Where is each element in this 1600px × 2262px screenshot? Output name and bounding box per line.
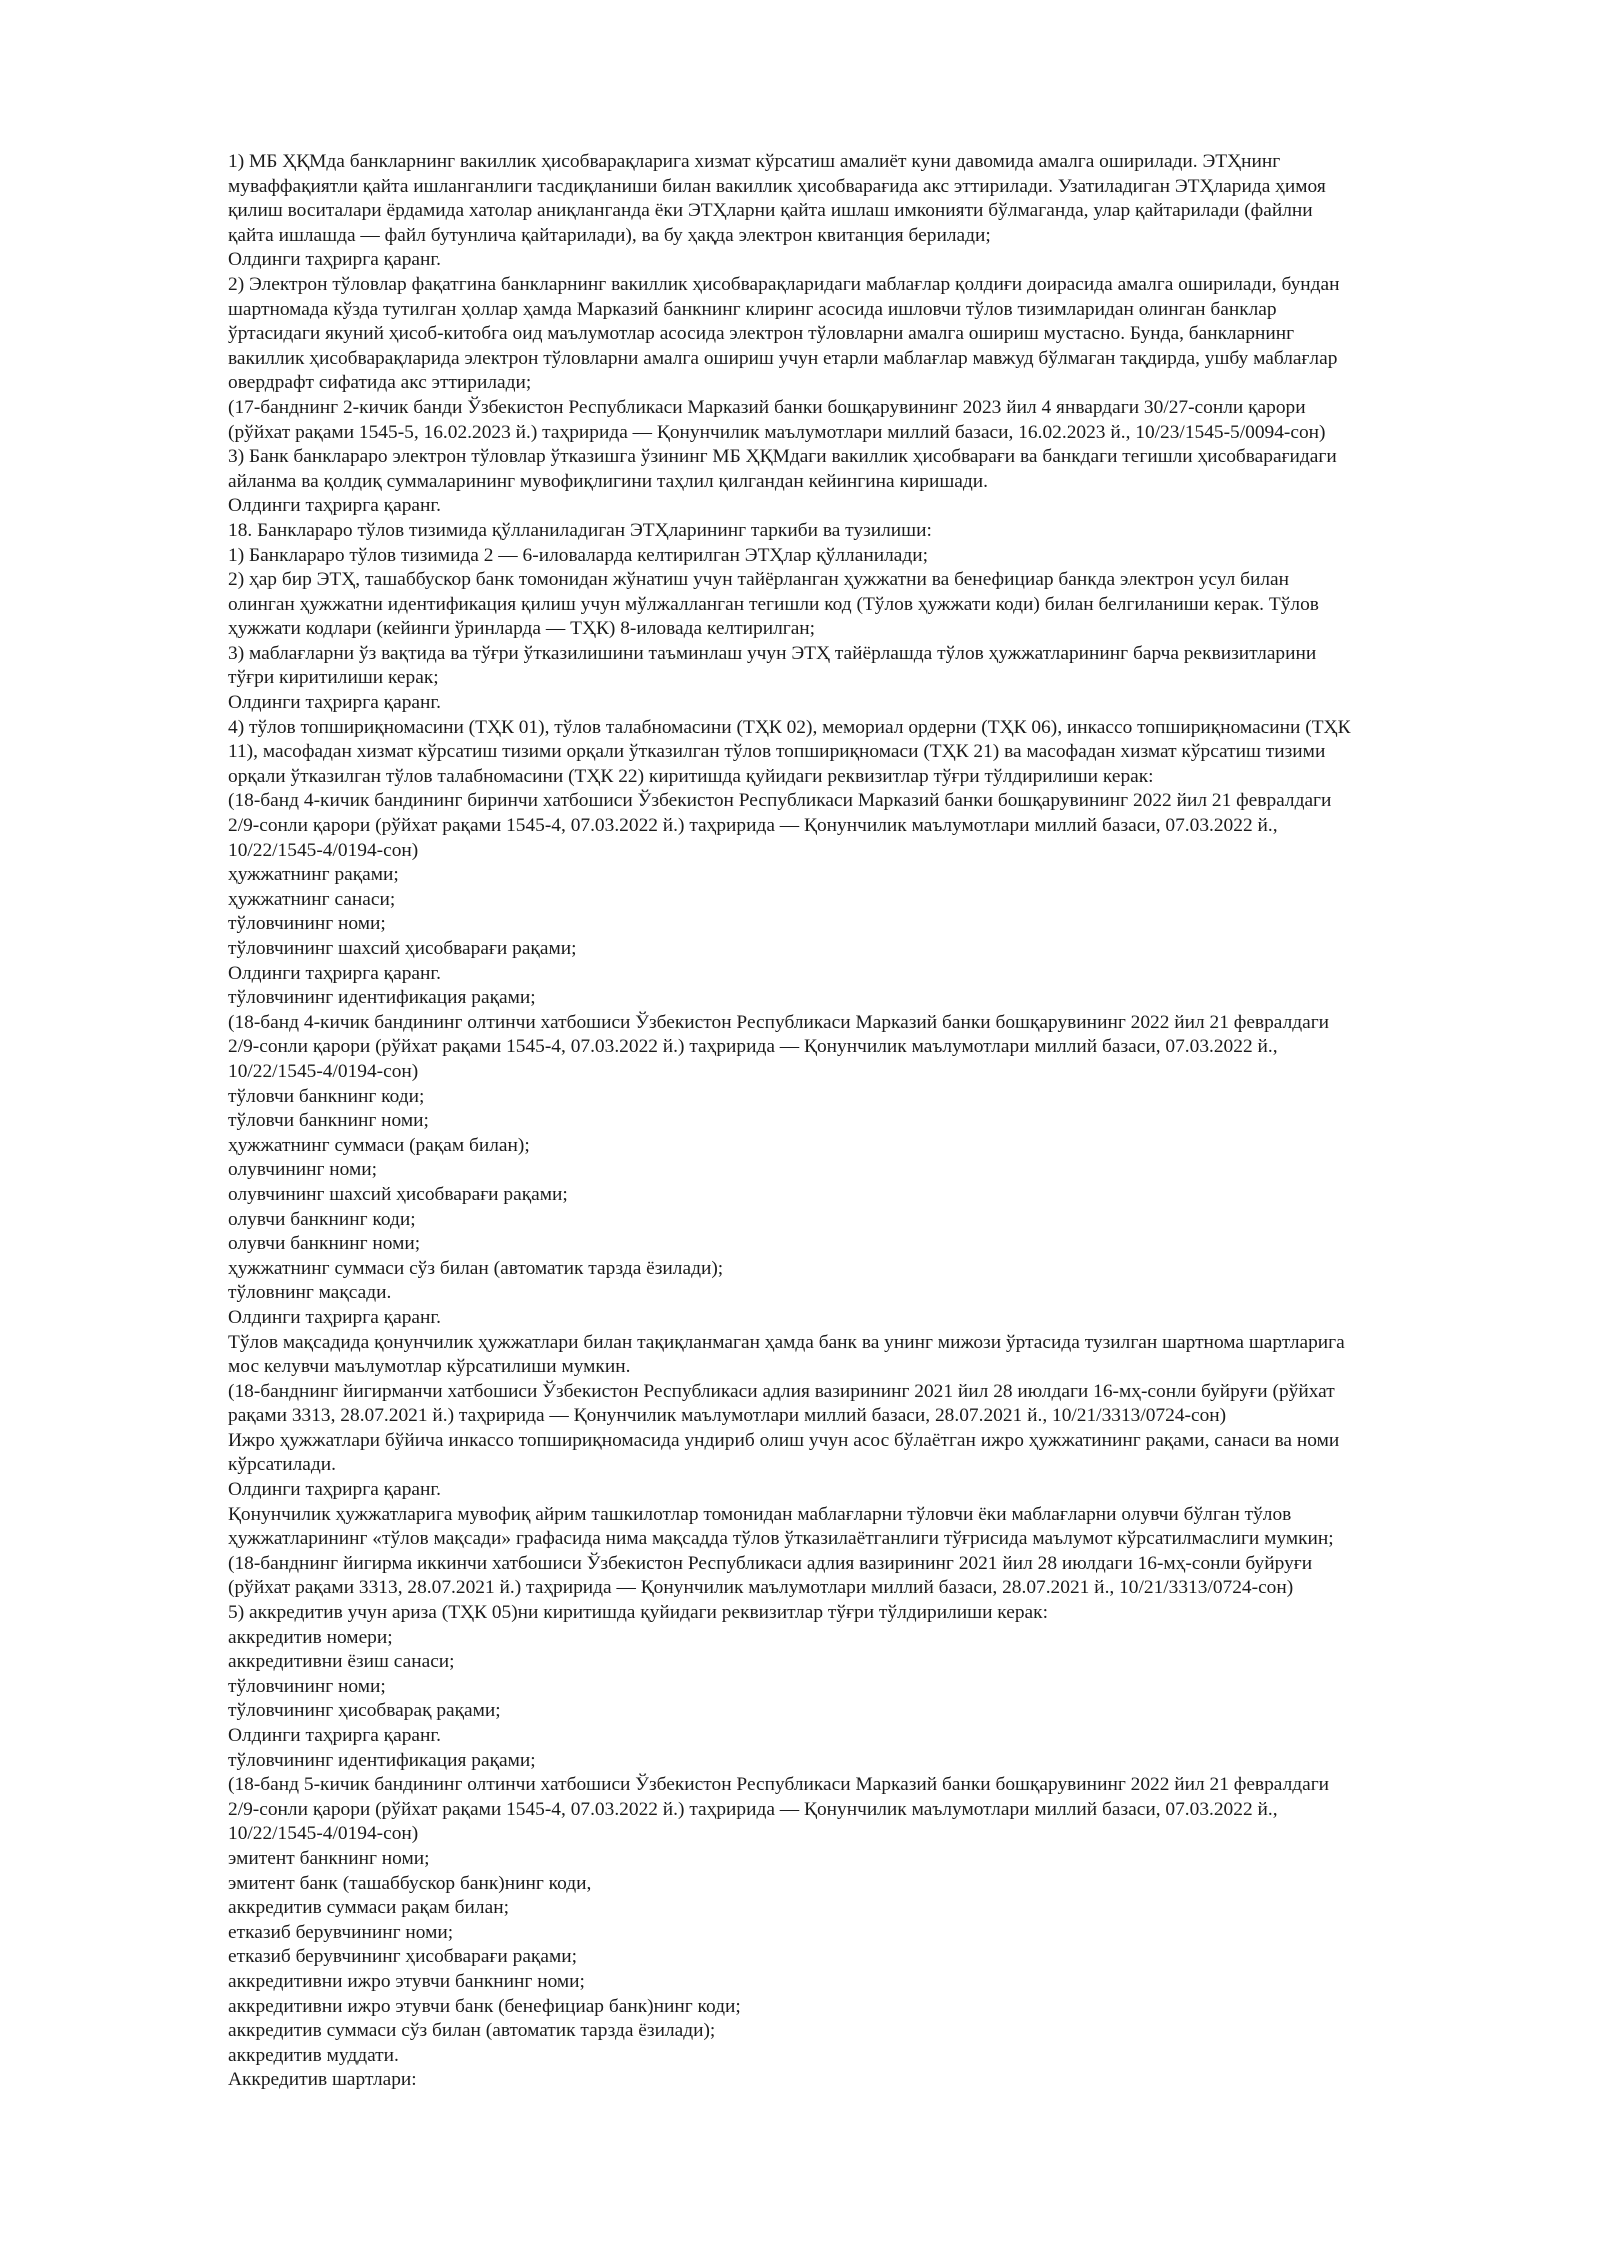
text-line: аккредитив муддати. <box>228 2044 399 2066</box>
text-line: (18-банд 4-кичик бандининг олтинчи хатбошиси Ўзбекистон Республикаси Марказий банки бошқарувининг 2022 йил 21 февралдаги <box>228 1011 1330 1033</box>
text-line: (18-банднинг йигирманчи хатбошиси Ўзбекистон Республикаси адлия вазирининг 2021 йил 28 июлдаги 16-мҳ-сонли буйруғи (рўйхат <box>228 1380 1335 1402</box>
text-line: ҳужжатнинг санаси; <box>228 888 396 910</box>
text-line: етказиб берувчининг ҳисобварағи рақами; <box>228 1946 577 1968</box>
text-line: аккредитив номери; <box>228 1626 393 1648</box>
text-line: олувчининг шахсий ҳисобварағи рақами; <box>228 1183 568 1205</box>
document-body <box>228 150 1480 2093</box>
text-line: тўловчининг идентификация рақами; <box>228 1749 536 1771</box>
text-line: ҳужжатнинг суммаси (рақам билан); <box>228 1134 530 1156</box>
text-line: аккредитивни ижро этувчи банкнинг номи; <box>228 1970 585 1992</box>
text-line: вакиллик ҳисобварақларида электрон тўловларни амалга ошириш учун етарли маблағлар мавжуд бўлмаган тақдирда, ушбу маблағлар <box>228 347 1338 369</box>
text-line: 10/22/1545-4/0194-сон) <box>228 839 419 861</box>
text-line: (17-банднинг 2-кичик банди Ўзбекистон Республикаси Марказий банки бошқарувининг 2023 йил 4 январдаги 30/27-сонли қарори <box>228 396 1306 418</box>
text-line: кўрсатилади. <box>228 1454 336 1476</box>
text-line: Олдинги таҳрирга қаранг. <box>228 1725 441 1746</box>
text-line: муваффақиятли қайта ишланганлиги тасдиқланиши билан вакиллик ҳисобварағида акс эттирилади. Узатиладиган ЭТҲларида ҳимоя <box>228 175 1326 197</box>
text-line: ҳужжатнинг рақами; <box>228 864 399 886</box>
text-line: ўртасидаги якуний ҳисоб-китобга оид маълумотлар асосида электрон тўловларни амалга ошириш мустасно. Бунда, банкларнинг <box>228 323 1295 345</box>
text-line: 2) ҳар бир ЭТҲ, ташаббускор банк томонидан жўнатиш учун тайёрланган ҳужжатни ва бенефициар банкда электрон усул билан <box>228 569 1290 591</box>
text-line: 10/22/1545-4/0194-сон) <box>228 1060 419 1082</box>
text-line: (рўйхат рақами 3313, 28.07.2021 й.) таҳририда — Қонунчилик маълумотлари миллий базаси, 28.07.2021 й., 10/21/3313/0724-сон) <box>228 1577 1294 1599</box>
text-line: (рўйхат рақами 1545-5, 16.02.2023 й.) таҳририда — Қонунчилик маълумотлари миллий базаси, 16.02.2023 й., 10/23/1545-5/0094-сон) <box>228 421 1326 443</box>
text-line: тўловчининг номи; <box>228 913 386 935</box>
text-line: ҳужжатларининг «тўлов мақсади» графасида нима мақсадда тўлов ўтказилаётганлиги тўғрисида маълумот кўрсатилмаслиги мумкин; <box>228 1528 1334 1550</box>
text-line: аккредитивни ёзиш санаси; <box>228 1651 455 1673</box>
text-line: шартномада кўзда тутилган ҳоллар ҳамда Марказий банкнинг клиринг асосида ишловчи тўлов тизимларидан олинган банклар <box>228 298 1277 320</box>
text-line: 1) Банклараро тўлов тизимида 2 — 6-иловаларда келтирилган ЭТҲлар қўлланилади; <box>228 544 928 566</box>
text-line: 4) тўлов топшириқномасини (ТҲК 01), тўлов талабномасини (ТҲК 02), мемориал ордерни (ТҲК 06), инкассо топшириқномасини (ТҲК <box>228 716 1351 738</box>
text-line: 3) Банк банклараро электрон тўловлар ўтказишга ўзининг МБ ҲҚМдаги вакиллик ҳисобварағи ва банкдаги тегишли ҳисобварағидаги <box>228 446 1337 468</box>
text-line: тўловнинг мақсади. <box>228 1282 392 1304</box>
text-line: орқали ўтказилган тўлов талабномасини (ТҲК 22) киритишда қуйидаги реквизитлар тўғри тўлдирилиши керак: <box>228 765 1154 787</box>
text-line: овердрафт сифатида акс эттирилади; <box>228 372 532 394</box>
text-line: Тўлов мақсадида қонунчилик ҳужжатлари билан тақиқланмаган ҳамда банк ва унинг мижози ўртасида тузилган шартнома шартларига <box>228 1331 1345 1353</box>
text-line: тўғри киритилиши керак; <box>228 667 439 689</box>
text-line: тўловчининг номи; <box>228 1675 386 1697</box>
text-line: Олдинги таҳрирга қаранг. <box>228 1479 441 1501</box>
text-line: аккредитивни ижро этувчи банк (бенефициар банк)нинг коди; <box>228 1995 741 2017</box>
text-line: 5) аккредитив учун ариза (ТҲК 05)ни киритишда қуйидаги реквизитлар тўғри тўлдирилиши керак: <box>228 1602 1048 1624</box>
text-line: 10/22/1545-4/0194-сон) <box>228 1823 419 1845</box>
text-line: 2/9-сонли қарори (рўйхат рақами 1545-4, 07.03.2022 й.) таҳририда — Қонунчилик маълумотлари миллий базаси, 07.03.2022 й., <box>228 1036 1278 1058</box>
text-line: рақами 3313, 28.07.2021 й.) таҳририда — Қонунчилик маълумотлари миллий базаси, 28.07.2021 й., 10/21/3313/0724-сон) <box>228 1405 1227 1427</box>
text-line: (18-банднинг йигирма иккинчи хатбошиси Ўзбекистон Республикаси адлия вазирининг 2021 йил 28 июлдаги 16-мҳ-сонли буйруғи <box>228 1552 1313 1574</box>
text-line: Олдинги таҳрирга қаранг. <box>228 1306 441 1328</box>
text-line: 2/9-сонли қарори (рўйхат рақами 1545-4, 07.03.2022 й.) таҳририда — Қонунчилик маълумотлари миллий базаси, 07.03.2022 й., <box>228 815 1278 837</box>
text-line: қайта ишлашда — файл бутунлича қайтарилади), ва бу ҳақда электрон квитанция берилади; <box>228 224 991 246</box>
text-line: 11), масофадан хизмат кўрсатиш тизими орқали ўтказилган тўлов топшириқномаси (ТҲК 21) ва масофадан хизмат кўрсатиш тизими <box>228 741 1326 763</box>
text-line: 3) маблағларни ўз вақтида ва тўғри ўтказилишини таъминлаш учун ЭТҲ тайёрлашда тўлов ҳужжатларининг барча реквизитларини <box>228 642 1317 664</box>
text-line: ҳужжатнинг суммаси сўз билан (автоматик тарзда ёзилади); <box>228 1257 724 1279</box>
text-line: олувчи банкнинг коди; <box>228 1208 416 1230</box>
text-line: айланма ва қолдиқ суммаларининг мувофиқлигини таҳлил қилгандан кейингина киришади. <box>228 470 988 492</box>
text-line: 1) МБ ҲҚМда банкларнинг вакиллик ҳисобварақларига хизмат кўрсатиш амалиёт куни давомида амалга оширилади. ЭТҲнинг <box>228 151 1281 172</box>
text-line: Қонунчилик ҳужжатларига мувофиқ айрим ташкилотлар томонидан маблағларни тўловчи ёки маблағларни олувчи бўлган тўлов <box>228 1503 1292 1525</box>
text-line: Ижро ҳужжатлари бўйича инкассо топшириқномасида ундириб олиш учун асос бўлаётган ижро ҳужжатининг рақами, санаси ва номи <box>228 1429 1340 1451</box>
text-line: эмитент банкнинг номи; <box>228 1847 430 1869</box>
text-line: тўловчининг ҳисобварақ рақами; <box>228 1700 501 1722</box>
text-line: (18-банд 5-кичик бандининг олтинчи хатбошиси Ўзбекистон Республикаси Марказий банки бошқарувининг 2022 йил 21 февралдаги <box>228 1774 1330 1796</box>
text-line: Аккредитив шартлари: <box>228 2069 417 2091</box>
text-line: Олдинги таҳрирга қаранг. <box>228 249 441 271</box>
text-line: аккредитив суммаси сўз билан (автоматик тарзда ёзилади); <box>228 2020 716 2042</box>
text-line: қилиш воситалари ёрдамида хатолар аниқланганда ёки ЭТҲларни қайта ишлаш имконияти бўлмаганда, улар қайтарилади (файлни <box>228 200 1313 222</box>
text-line: 2/9-сонли қарори (рўйхат рақами 1545-4, 07.03.2022 й.) таҳририда — Қонунчилик маълумотлари миллий базаси, 07.03.2022 й., <box>228 1798 1278 1820</box>
text-line: тўловчининг идентификация рақами; <box>228 987 536 1009</box>
text-line: Олдинги таҳрирга қаранг. <box>228 962 441 984</box>
text-line: етказиб берувчининг номи; <box>228 1921 454 1943</box>
text-line: Олдинги таҳрирга қаранг. <box>228 495 441 517</box>
text-line: олувчи банкнинг номи; <box>228 1233 421 1255</box>
text-line: тўловчи банкнинг номи; <box>228 1110 429 1132</box>
text-line: олинган ҳужжатни идентификация қилиш учун мўлжалланган тегишли код (Тўлов ҳужжати коди) билан белгиланиши керак. Тўлов <box>228 593 1319 615</box>
text-line: (18-банд 4-кичик бандининг биринчи хатбошиси Ўзбекистон Республикаси Марказий банки бошқарувининг 2022 йил 21 февралдаги <box>228 790 1332 812</box>
text-line: аккредитив суммаси рақам билан; <box>228 1897 509 1919</box>
text-line: тўловчининг шахсий ҳисобварағи рақами; <box>228 938 577 959</box>
text-line: 2) Электрон тўловлар фақатгина банкларнинг вакиллик ҳисобварақларидаги маблағлар қолдиғи доирасида амалга оширилади, бундан <box>228 273 1340 295</box>
text-line: мос келувчи маълумотлар кўрсатилиши мумкин. <box>228 1356 631 1378</box>
text-line: Олдинги таҳрирга қаранг. <box>228 692 441 714</box>
text-line: тўловчи банкнинг коди; <box>228 1085 425 1107</box>
text-line: олувчининг номи; <box>228 1159 378 1181</box>
text-line: эмитент банк (ташаббускор банк)нинг коди, <box>228 1872 592 1894</box>
text-line: 18. Банклараро тўлов тизимида қўлланиладиган ЭТҲларининг таркиби ва тузилиши: <box>228 519 932 541</box>
text-line: ҳужжати кодлари (кейинги ўринларда — ТҲК) 8-иловада келтирилган; <box>228 618 816 640</box>
